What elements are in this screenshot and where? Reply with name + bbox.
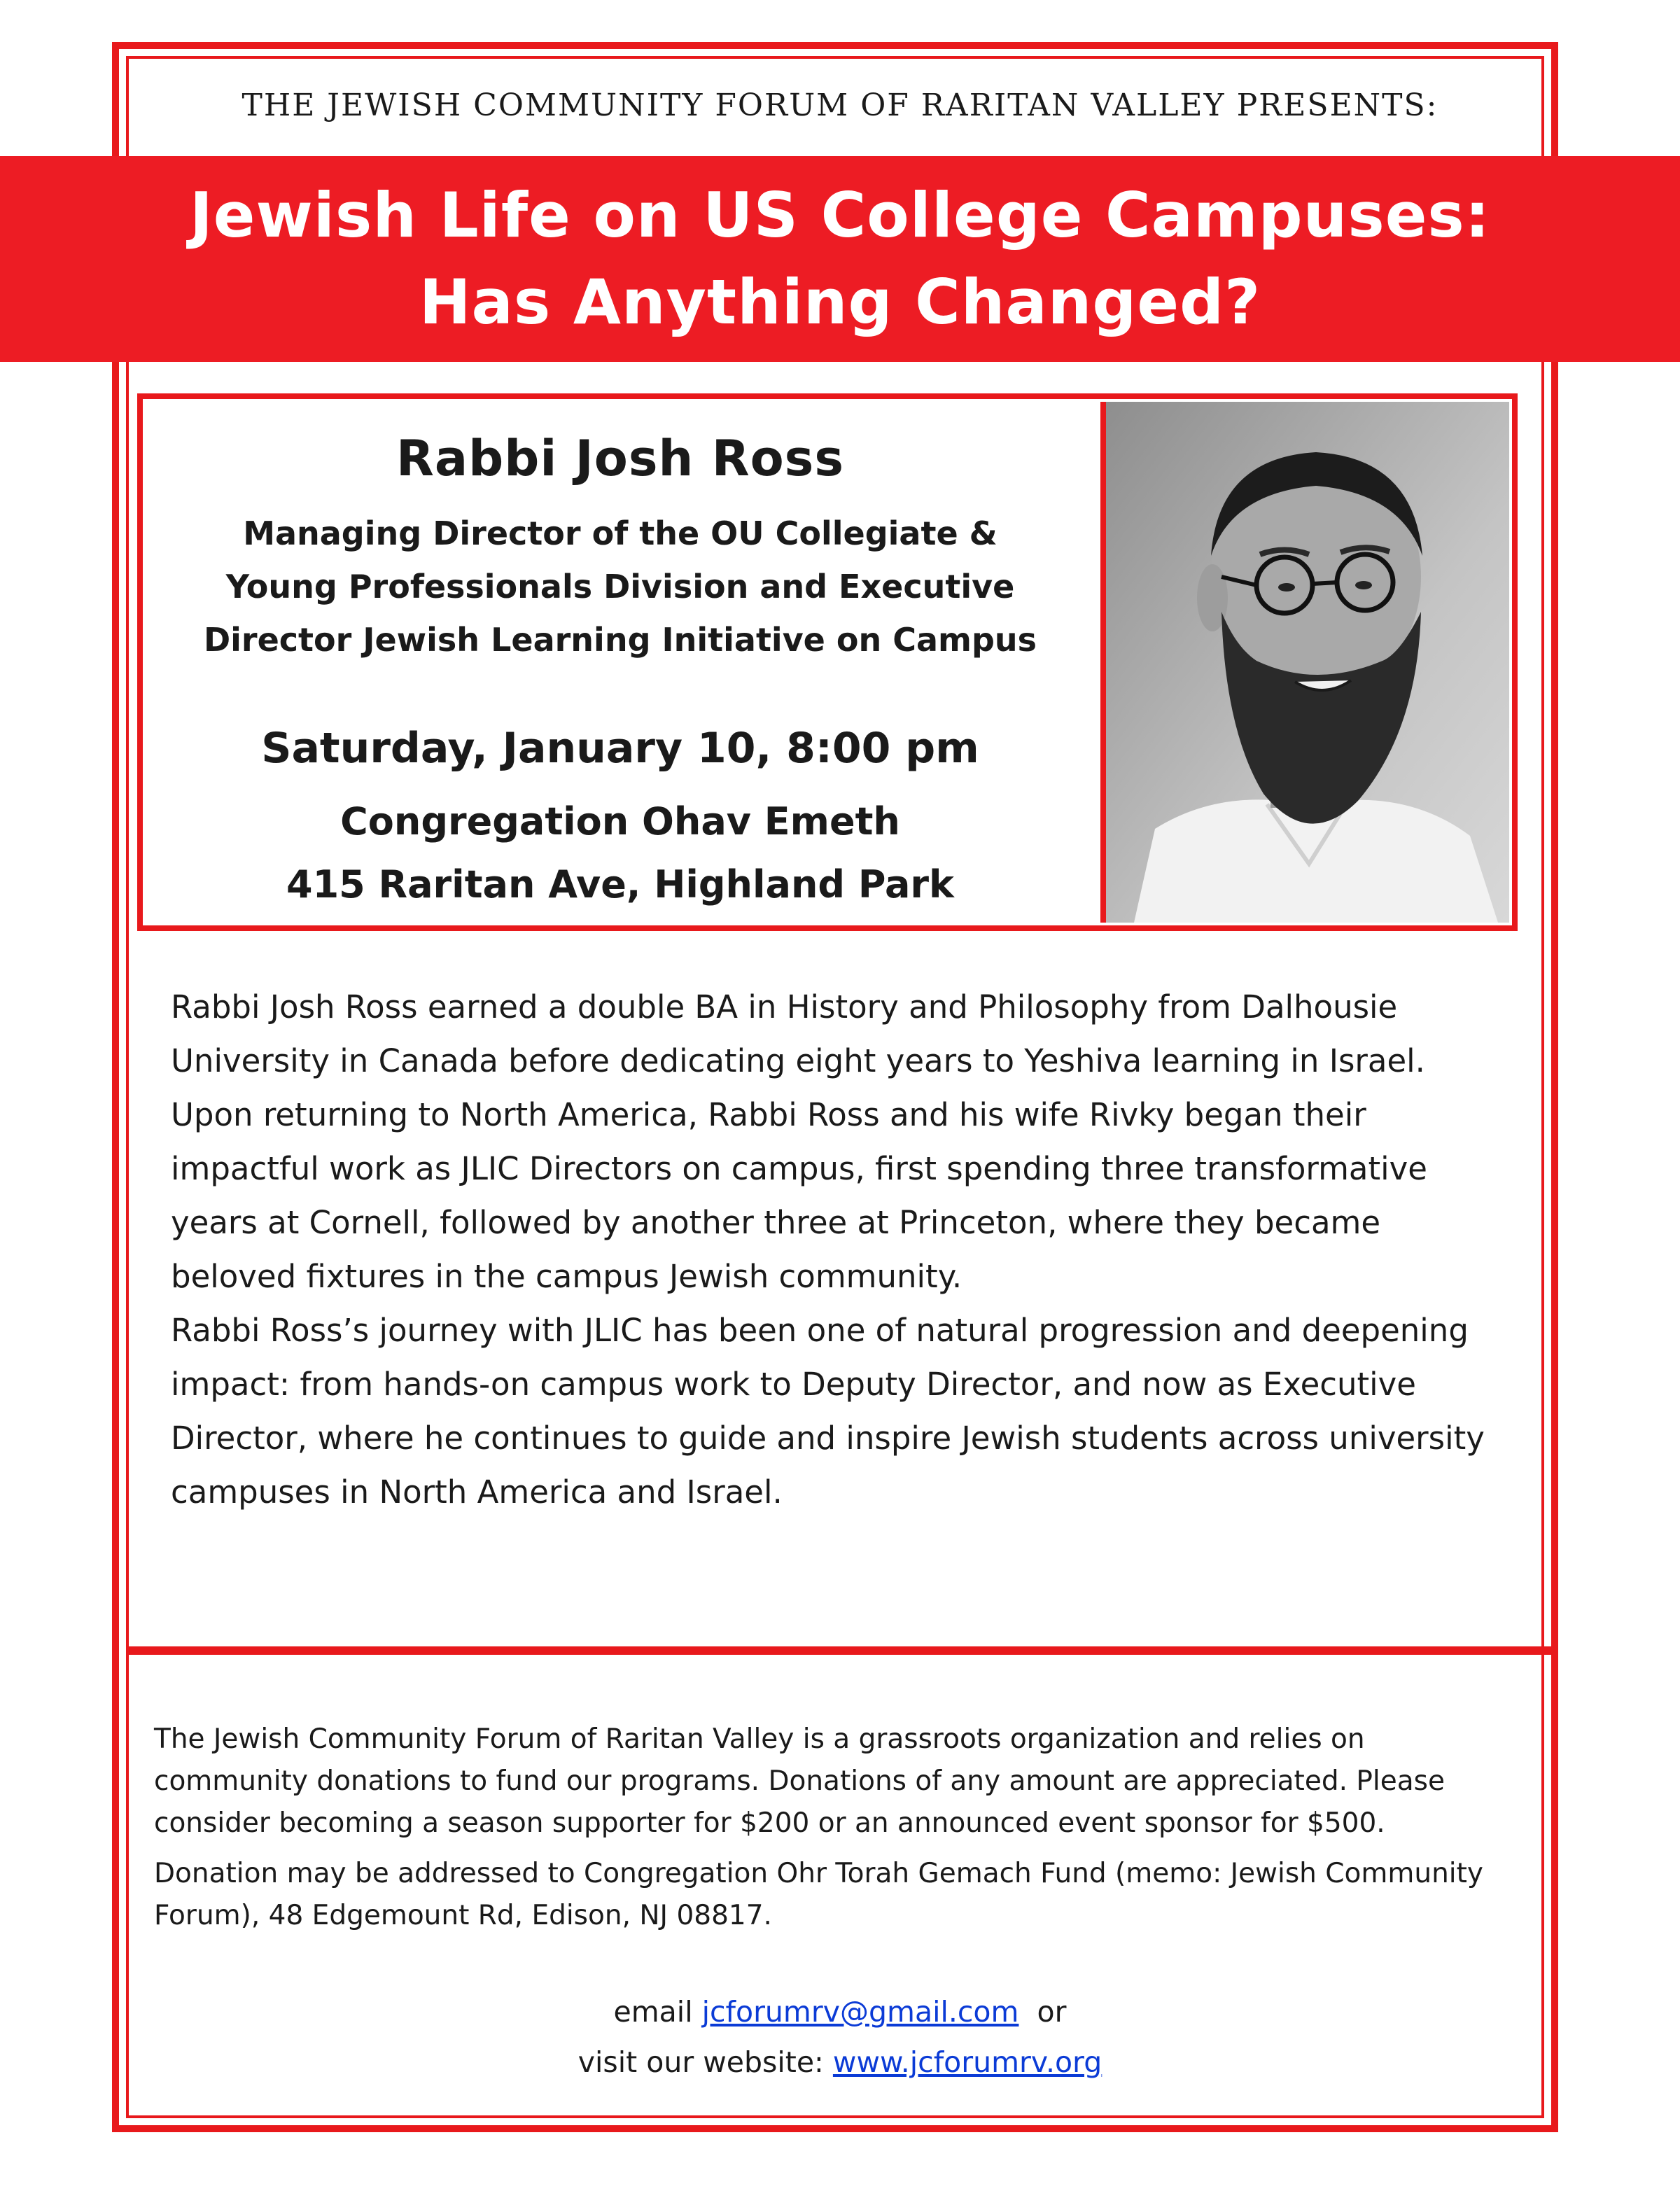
event-location <box>146 790 1095 916</box>
donation-info <box>154 1718 1519 1937</box>
email-suffix: or <box>1018 1995 1067 2029</box>
event-title-line-1: Jewish Life on US College Campuses: <box>190 179 1490 251</box>
event-title-line-2: Has Anything Changed? <box>419 266 1261 338</box>
title-banner <box>0 156 1680 362</box>
website-link[interactable]: www.jcforumrv.org <box>832 2045 1102 2079</box>
speaker-role-line-2: Young Professionals Division and Executive <box>225 568 1015 606</box>
donation-paragraph-1: The Jewish Community Forum of Raritan Valley is a grassroots organization and relies on community donations to fund our programs. Donations of any amount are appreciated. Please consider becoming a season supporter for $200 or an announced event sponsor for $500. <box>154 1723 1445 1839</box>
event-date: Saturday, January 10, 8:00 pm <box>261 724 979 773</box>
speaker-photo <box>1100 402 1509 923</box>
speaker-role <box>146 507 1095 666</box>
website-line <box>0 2045 1680 2079</box>
website-prefix: visit our website: <box>578 2045 833 2079</box>
speaker-portrait-icon <box>1106 402 1509 923</box>
event-address: 415 Raritan Ave, Highland Park <box>286 862 954 906</box>
speaker-bio <box>171 980 1515 1519</box>
donation-paragraph-2: Donation may be addressed to Congregation Ohr Torah Gemach Fund (memo: Jewish Community Forum), 48 Edgemount Rd, Edison, NJ 08817. <box>154 1858 1484 1931</box>
bio-paragraph-1: Rabbi Josh Ross earned a double BA in History and Philosophy from Dalhousie University in Canada before dedicating eight years to Yeshiva learning in Israel. Upon returning to North America, Rabbi Ross and his wife Rivky began their impactful work as JLIC Directors on campus, first spending three transformative years at Cornell, followed by another three at Princeton, where they became beloved fixtures in the campus Jewish community. <box>171 988 1427 1295</box>
email-link[interactable]: jcforumrv@gmail.com <box>701 1995 1019 2029</box>
event-venue: Congregation Ohav Emeth <box>340 799 900 844</box>
presenter-line: THE JEWISH COMMUNITY FORUM OF RARITAN VALLEY PRESENTS: <box>241 88 1438 123</box>
bio-paragraph-2: Rabbi Ross’s journey with JLIC has been one of natural progression and deepening impact: from hands-on campus work to Deputy Director, and now as Executive Director, where he continues to guide and inspire Jewish students across university campuses in North America and Israel. <box>171 1312 1485 1511</box>
speaker-role-line-3: Director Jewish Learning Initiative on Campus <box>203 621 1037 659</box>
email-line <box>0 1995 1680 2029</box>
speaker-name: Rabbi Josh Ross <box>396 430 845 487</box>
email-prefix: email <box>613 1995 702 2029</box>
speaker-info <box>146 402 1095 923</box>
footer-divider <box>126 1646 1554 1655</box>
speaker-role-line-1: Managing Director of the OU Collegiate & <box>243 514 997 552</box>
